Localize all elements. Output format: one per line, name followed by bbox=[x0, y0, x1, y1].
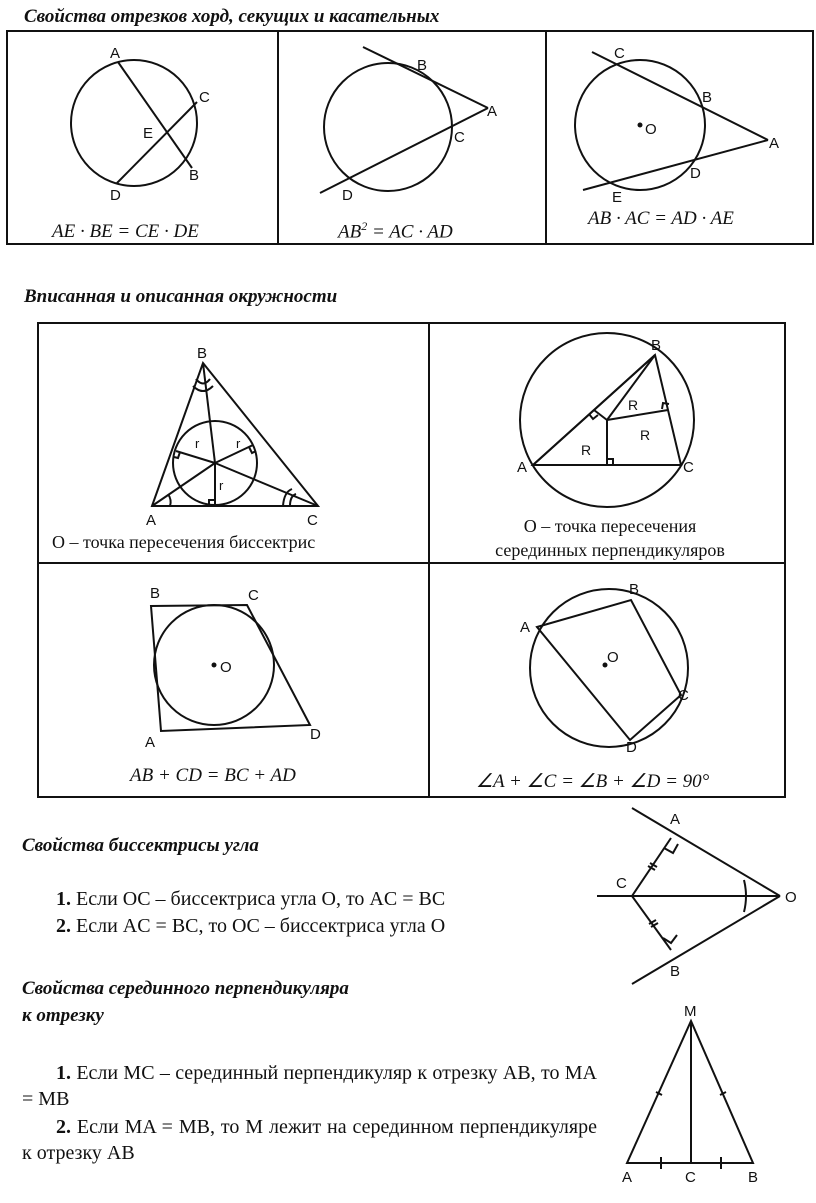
perp-bisector-figure bbox=[627, 1021, 753, 1169]
label-point: O bbox=[607, 649, 619, 666]
label-point: O bbox=[785, 889, 797, 906]
perp-item-1 bbox=[22, 1060, 597, 1112]
label-point: C bbox=[454, 129, 465, 146]
label-point: B bbox=[651, 337, 662, 354]
formula-tangent-exponent: 2 bbox=[361, 219, 368, 233]
formula-tangent-rest: = AC · AD bbox=[367, 221, 453, 243]
caption-circumcircle-line1: O – точка пересечения bbox=[523, 516, 697, 536]
bisector-item-1 bbox=[56, 886, 445, 913]
label-point: A bbox=[517, 459, 528, 476]
formula-quadrilateral-incircle: AB + CD = BC + AD bbox=[130, 765, 296, 786]
perp-item-2-text: Если MA = MB, то M лежит на серединном перпендикуляре к отрезку AB bbox=[22, 1116, 597, 1164]
perp-item-2 bbox=[22, 1114, 597, 1166]
chords-figure bbox=[71, 60, 200, 186]
section-title-inscribed: Вписанная и описанная окружности bbox=[24, 286, 338, 307]
label-point: D bbox=[342, 187, 353, 204]
bisector-item-2-text: Если AC = BC, то OC – биссектриса угла O bbox=[76, 915, 446, 937]
label-point: B bbox=[417, 57, 428, 74]
label-point: A bbox=[145, 734, 156, 751]
label-radius: r bbox=[236, 436, 241, 451]
caption-incircle: O – точка пересечения биссектрис bbox=[52, 532, 316, 552]
label-point: D bbox=[626, 739, 637, 756]
label-point: B bbox=[670, 963, 681, 980]
label-point: D bbox=[310, 726, 321, 743]
bisector-item-2 bbox=[56, 913, 445, 940]
label-point: D bbox=[110, 187, 121, 204]
label-radius: R bbox=[581, 442, 592, 458]
caption-circumcircle-line2: серединных перпендикуляров bbox=[495, 540, 725, 560]
formula-cyclic-quadrilateral: ∠A + ∠C = ∠B + ∠D = 90° bbox=[476, 771, 710, 792]
label-point: O bbox=[645, 121, 657, 138]
label-point: M bbox=[684, 1003, 697, 1020]
incircle-figure bbox=[152, 363, 318, 506]
bisector-item-2-num: 2. bbox=[56, 915, 71, 937]
label-radius: r bbox=[219, 478, 224, 493]
bisector-figure bbox=[597, 808, 780, 984]
label-point: D bbox=[690, 165, 701, 182]
label-point: A bbox=[670, 811, 681, 828]
label-point: C bbox=[683, 459, 694, 476]
label-radius: R bbox=[628, 397, 639, 413]
circumcircle-figure bbox=[520, 333, 694, 507]
label-point: B bbox=[629, 581, 640, 598]
section-title-perp-line2: к отрезку bbox=[22, 1005, 104, 1026]
formula-tangent-base: AB bbox=[338, 221, 362, 243]
label-point: A bbox=[520, 619, 531, 636]
perp-item-2-num: 2. bbox=[56, 1116, 71, 1138]
perp-item-1-text: Если MC – серединный перпендикуляр к отрезку AB, то MA = MB bbox=[22, 1062, 598, 1110]
formula-two-secants: AB · AC = AD · AE bbox=[588, 208, 734, 229]
label-point: C bbox=[685, 1169, 696, 1186]
label-point: C bbox=[614, 45, 625, 62]
label-point: A bbox=[769, 135, 780, 152]
label-point: A bbox=[146, 512, 157, 529]
label-radius: R bbox=[640, 427, 651, 443]
label-point: B bbox=[150, 585, 161, 602]
label-point: C bbox=[678, 687, 689, 704]
label-point: C bbox=[248, 587, 259, 604]
section-title-chords: Свойства отрезков хорд, секущих и касательных bbox=[24, 6, 440, 27]
section-title-perp-line1: Свойства серединного перпендикуляра bbox=[22, 978, 349, 999]
label-point: B bbox=[197, 345, 208, 362]
label-point: B bbox=[702, 89, 713, 106]
label-point: C bbox=[199, 89, 210, 106]
label-point: C bbox=[616, 875, 627, 892]
label-point: A bbox=[110, 45, 121, 62]
bisector-item-1-text: Если OC – биссектриса угла O, то AC = BC bbox=[76, 888, 446, 910]
label-point: E bbox=[612, 189, 623, 206]
label-point: O bbox=[220, 659, 232, 676]
label-point: C bbox=[307, 512, 318, 529]
formula-tangent-secant bbox=[338, 219, 453, 243]
label-point: A bbox=[622, 1169, 633, 1186]
cyclic-quadrilateral-figure bbox=[530, 589, 688, 747]
label-point: E bbox=[143, 125, 154, 142]
label-point: B bbox=[748, 1169, 759, 1186]
label-point: A bbox=[487, 103, 498, 120]
label-point: B bbox=[189, 167, 200, 184]
figure-center-dots bbox=[212, 123, 643, 668]
two-secants-figure bbox=[575, 52, 768, 190]
bisector-item-1-num: 1. bbox=[56, 888, 71, 910]
tangent-secant-figure bbox=[320, 47, 488, 193]
section-title-bisector: Свойства биссектрисы угла bbox=[22, 835, 259, 856]
label-radius: r bbox=[195, 436, 200, 451]
formula-chords: AE · BE = CE · DE bbox=[52, 221, 199, 242]
perp-item-1-num: 1. bbox=[56, 1062, 71, 1084]
